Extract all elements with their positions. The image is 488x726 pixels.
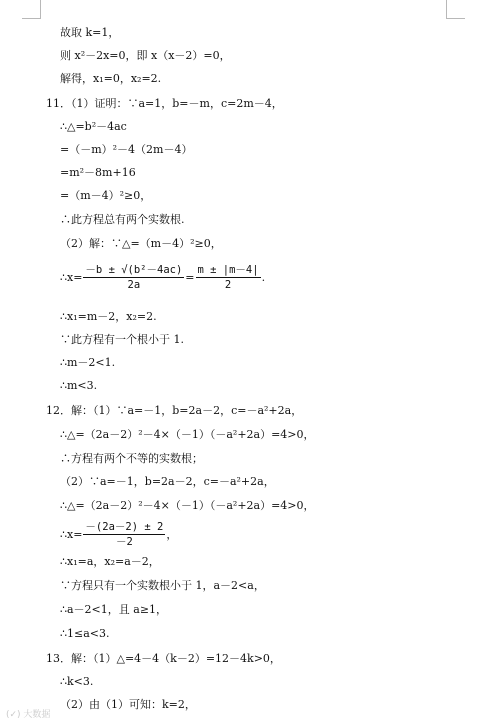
fraction-denominator: 2a <box>127 279 141 291</box>
equals-sign: = <box>185 271 195 284</box>
crop-mark <box>40 0 41 18</box>
watermark: (✓) 大数据 <box>6 710 51 720</box>
text-line: （2）由（1）可知：k=2， <box>60 698 196 711</box>
crop-mark <box>22 18 41 19</box>
text-line: ∴m－2<1. <box>60 356 116 369</box>
crop-mark <box>446 0 447 18</box>
fraction <box>83 264 184 292</box>
fraction-denominator: －2 <box>115 536 133 548</box>
formula-suffix: . <box>261 271 266 284</box>
text-line: 11．（1）证明：∵a=1，b=－m，c=2m－4， <box>46 97 283 110</box>
text-line: ∴x₁=m－2，x₂=2. <box>60 310 157 323</box>
text-line: ∴m<3. <box>60 379 98 392</box>
fraction-numerator: －(2a－2) ± 2 <box>85 521 164 533</box>
text-line: ∴△=（2a－2）²－4×（－1）（－a²+2a）=4>0， <box>60 499 315 512</box>
text-line: 解得，x₁=0，x₂=2. <box>60 72 162 85</box>
fraction-numerator: m ± |m－4| <box>197 264 259 276</box>
text-line: 12．解：（1）∵a=－1，b=2a－2，c=－a²+2a， <box>46 404 303 417</box>
formula-line <box>60 521 177 549</box>
formula-prefix: ∴x= <box>60 271 83 284</box>
formula-prefix: ∴x= <box>60 528 83 541</box>
text-line: 则 x²－2x=0，即 x（x－2）=0， <box>60 49 231 62</box>
text-line: ∴方程有两个不等的实数根； <box>60 452 203 465</box>
text-line: ∴△=（2a－2）²－4×（－1）（－a²+2a）=4>0， <box>60 428 315 441</box>
text-line: 13．解：（1）△=4－4（k－2）=12－4k>0， <box>46 652 281 665</box>
text-line: （2）∵a=－1，b=2a－2，c=－a²+2a， <box>60 475 275 488</box>
text-line: ∴k<3. <box>60 675 94 688</box>
text-line: ∴x₁=a，x₂=a－2， <box>60 555 160 568</box>
text-line: ∴此方程总有两个实数根. <box>60 213 185 226</box>
fraction <box>196 264 261 292</box>
fraction-numerator: －b ± √(b²－4ac) <box>85 264 183 276</box>
fraction <box>83 521 165 549</box>
text-line: ∴1≤a<3. <box>60 627 110 640</box>
text-line: ∵方程只有一个实数根小于 1，a－2<a， <box>60 579 265 592</box>
fraction-denominator: 2 <box>224 279 232 291</box>
formula-suffix: ， <box>166 528 178 541</box>
text-line: =（－m）²－4（2m－4） <box>60 143 193 156</box>
text-line: ∴△=b²－4ac <box>60 120 127 133</box>
text-line: =m²－8m+16 <box>60 166 136 179</box>
text-line: ∵此方程有一个根小于 1. <box>60 333 184 346</box>
text-line: （2）解：∵△=（m－4）²≥0， <box>60 237 222 250</box>
text-line: ∴a－2<1，且 a≥1， <box>60 603 168 616</box>
text-line: 故取 k=1， <box>60 26 120 39</box>
crop-mark <box>446 18 465 19</box>
text-line: =（m－4）²≥0， <box>60 189 152 202</box>
formula-line <box>60 264 265 292</box>
